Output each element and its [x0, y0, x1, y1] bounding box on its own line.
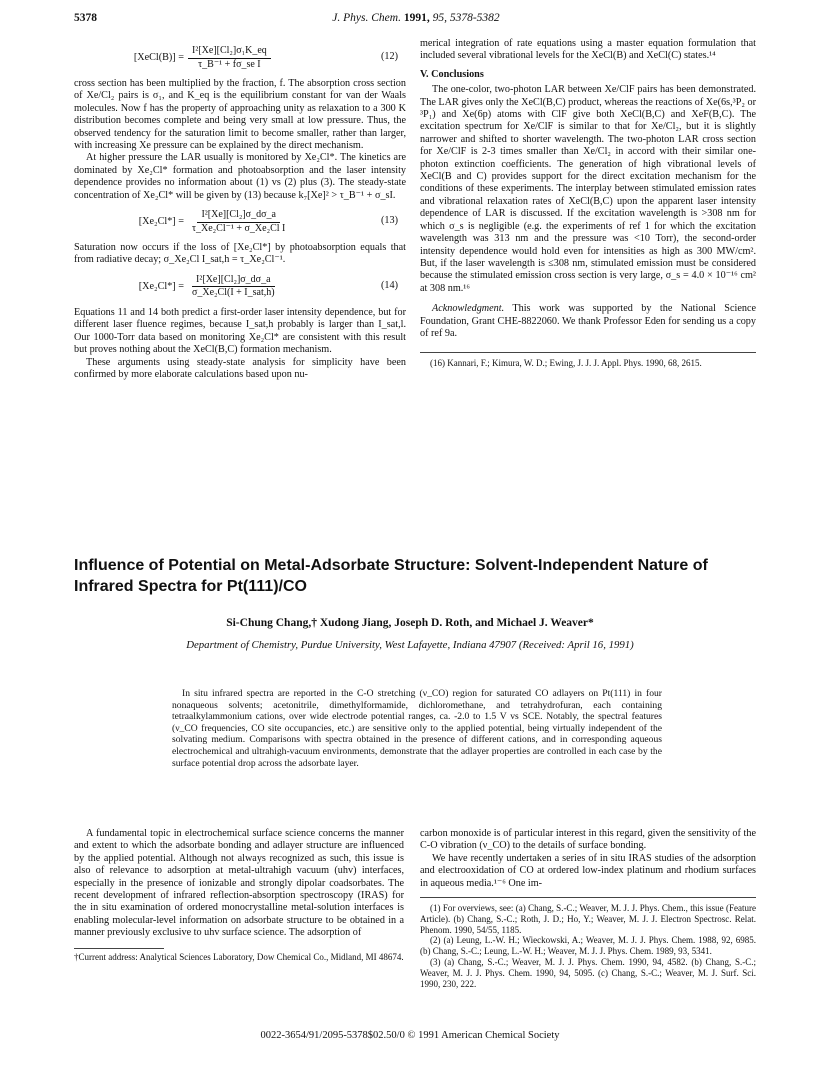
acknowledgment-text: This work was supported by the National Science Foundation, Grant CHE-8822060. We thank Professor Eden for sending us a copy of ref 9a.: [420, 303, 756, 339]
equation-number: (14): [381, 279, 398, 291]
reference-item: (3) (a) Chang, S.-C.; Weaver, M. J. J. Phys. Chem. 1990, 94, 4582. (b) Chang, S.-C.; Weaver, M. J. J. Phys. Chem. 1990, 94, 5095. (c) Chang, S.-C.; Weaver, M. J. Surf. Sci. 1990, 230, 222.: [420, 957, 756, 989]
equation-13: [74, 206, 406, 238]
equation-denominator: τ_Xe₂Cl⁻¹ + σ_Xe₂Cl I: [192, 222, 286, 234]
equation-fraction: [188, 209, 289, 235]
left-column: [74, 38, 406, 381]
page-number: 5378: [74, 12, 97, 24]
equation-denominator: σ_Xe₂Cl(I + I_sat,h): [192, 287, 275, 299]
equation-12: [74, 42, 406, 74]
equation-lhs: [Xe₂Cl*] =: [138, 280, 184, 292]
reference-divider: [420, 897, 756, 898]
article-affiliation: Department of Chemistry, Purdue University, West Lafayette, Indiana 47907 (Received: April 16, 1991): [186, 639, 634, 651]
equation-14: [74, 271, 406, 303]
equation-fraction: [188, 45, 271, 71]
reference-item: (2) (a) Leung, L.-W. H.; Wieckowski, A.; Weaver, M. J. J. Phys. Chem. 1988, 92, 6985. (b) Chang, S.-C.; Leung, L.-W. H.; Weaver, M. J. J. Phys. Chem. 1989, 93, 5341.: [420, 935, 756, 957]
body-right-column: [420, 828, 756, 989]
reference-divider: [420, 352, 756, 353]
equation-numerator: I²[Xe][Cl₂]σ_dσ_a: [192, 274, 274, 287]
article-title: Influence of Potential on Metal-Adsorbate Structure: Solvent-Independent Nature of Infrared Spectra for Pt(111)/CO: [74, 557, 708, 595]
equation-number: (13): [381, 215, 398, 227]
paragraph: The one-color, two-photon LAR between Xe/ClF pairs has been demonstrated. The LAR gives only the XeCl(B,C) product, whereas the reactions of Xe(6s,³P₂ or ³P₁) and Xe(6p) atoms with ClF give both XeCl(B,C) and XeF(B,C). The excitation spectrum for Xe/ClF is similar to that for Xe/Cl₂, but it is slightly narrower and shifted to shorter wavelength. The two-photon LAR cross section for Xe/ClF is 2-3 times smaller than Xe/Cl₂ in accord with their similar one-photon extinction coefficients. The generation of high vibrational levels of XeCl(B and C) provides support for the direct excitation mechanism for the conditions of these experiments. The interplay between stimulated emission rates and vibrational relaxation rates of XeCl(B,C) upon the apparent laser intensity dependence of LAR is discussed. If the excitation wavelength is >308 nm for which σ_s is negligible (e.g. the experiments of ref 1 for which the excitation wavelength was 313 nm and the pressure was <10 Torr), the second-order intensity dependence would hold even for intensities as high as 300 MW/cm². But, if the laser wavelength is ≤308 nm, stimulated emission must be considered because the stimulated emission cross section is very large, σ_s = 4.0 × 10⁻¹⁶ cm² at 308 nm.¹⁶: [420, 84, 756, 294]
paragraph: merical integration of rate equations using a master equation formulation that included several vibrational levels for the XeCl(B) and XeCl(C) states.¹⁴: [420, 38, 756, 62]
equation-numerator: I²[Xe][Cl₂]σ_dσ_a: [197, 209, 279, 222]
equation-fraction: [188, 274, 279, 300]
paragraph: We have recently undertaken a series of in situ IRAS studies of the adsorption and electrooxidation of CO at ordered low-index platinum and rhodium surfaces in aqueous media.¹⁻⁶ One im-: [420, 852, 756, 889]
journal-year: 1991,: [403, 12, 430, 24]
acknowledgment-label: Acknowledgment.: [432, 303, 505, 315]
paragraph: Equations 11 and 14 both predict a first-order laser intensity dependence, but for different laser fluence regimes, because I_sat,h probably is larger than I_sat,l. Our 1000-Torr data based on monitoring Xe₂Cl* are consistent with this result but proves nothing about the XeCl(B,C) formation mechanism.: [74, 306, 406, 356]
footnote: †Current address: Analytical Sciences Laboratory, Dow Chemical Co., Midland, MI 48674.: [74, 951, 404, 962]
page-header: [74, 12, 758, 30]
reference-item: (1) For overviews, see: (a) Chang, S.-C.; Weaver, M. J. J. Phys. Chem., this issue (Feature Article). (b) Chang, S.-C.; Roth, J. D.; Ho, Y.; Weaver, M. J. J. Electron Spectrosc. Relat. Phenom. 1990, 54/55, 1185.: [420, 903, 756, 935]
section-heading: V. Conclusions: [420, 68, 484, 80]
paragraph: Saturation now occurs if the loss of [Xe₂Cl*] by photoabsorption equals that from radiative decay; σ_Xe₂Cl I_sat,h = τ_Xe₂Cl⁻¹.: [74, 242, 406, 266]
body-left-column: [74, 828, 404, 962]
paragraph: A fundamental topic in electrochemical surface science concerns the manner and extent to which the adsorbate bonding and adlayer structure are influenced by the applied potential. Although not always recognized as such, this issue is also of relevance to adsorption at metal-ultrahigh vacuum (uhv) interfaces, especially in the presence of ionizable and strongly dipolar coadsorbates. The recent development of infrared reflection-absorption spectroscopy (IRAS) for the in situ examination of ordered monocrystalline metal-solution interfaces is enabling molecular-level information on adsorbate structure to be obtained in a manner previously exclusive to uhv surface science. The adsorption of: [74, 828, 404, 939]
paragraph: cross section has been multiplied by the fraction, f. The absorption cross section of Xe/Cl₂ pairs is σ₁, and K_eq is the equilibrium constant for van der Waals molecules. Now f has the property of approaching unity as relaxation to a 300 K distribution becomes complete and being very small at low pressure. Thus, the observed tendency for the saturation limit to become smaller, rather than larger, with increasing Xe pressure can be explained by the direct mechanism.: [74, 78, 406, 152]
equation-denominator: τ_B⁻¹ + fσ_se I: [198, 58, 261, 70]
right-column: [420, 38, 756, 369]
journal-volume-pages: 95, 5378-5382: [432, 12, 500, 24]
journal-name: J. Phys. Chem.: [332, 12, 401, 24]
article-abstract: [172, 688, 662, 769]
equation-lhs: [XeCl(B)] =: [133, 51, 184, 63]
equation-number: (12): [381, 51, 398, 62]
reference-item: (16) Kannari, F.; Kimura, W. D.; Ewing, J. J. J. Appl. Phys. 1990, 68, 2615.: [430, 358, 702, 369]
copyright-line: 0022-3654/91/2095-5378$02.50/0 © 1991 American Chemical Society: [260, 1030, 560, 1041]
paragraph: These arguments using steady-state analysis for simplicity have been confirmed by more elaborate calculations based upon nu-: [74, 356, 406, 380]
abstract-text: In situ infrared spectra are reported in the C-O stretching (ν_CO) region for saturated CO adlayers on Pt(111) in four nonaqueous solvents; acetonitrile, dimethylformamide, dichloromethane, and tetrahydrofuran, each containing tetraalkylammonium cations, over wide electrode potential ranges, ca. -2.0 to 1.5 V vs SCE. Notably, the spectral features (ν_CO frequencies, CO site occupancies, etc.) are sensitive only to the applied potential, being virtually independent of the solvating medium. Comparisons with spectra obtained in the presence of different cations, and in corresponding aqueous electrochemical and ultrahigh-vacuum environments, demonstrate that the adlayer properties are controlled in each case by the surface potential drop across the adsorbate layer.: [172, 688, 662, 769]
paragraph: At higher pressure the LAR usually is monitored by Xe₂Cl*. The kinetics are dominated by Xe₂Cl* formation and photoabsorption and the laser intensity dependence provides no information about (1) vs (2) plus (3). The steady-state concentration of Xe₂Cl* will be given by (13) because k₇[Xe]² > τ_B⁻¹ + σ_sI.: [74, 152, 406, 201]
acknowledgment: [420, 303, 756, 340]
journal-citation: [74, 12, 758, 24]
footnote-divider: [74, 948, 164, 949]
equation-numerator: I²[Xe][Cl₂]σ₁K_eq: [188, 45, 271, 58]
paragraph: carbon monoxide is of particular interest in this regard, given the sensitivity of the C-O vibration (ν_CO) to the details of surface bonding.: [420, 828, 756, 852]
reference-list: [420, 903, 756, 989]
article-authors: Si-Chung Chang,† Xudong Jiang, Joseph D. Roth, and Michael J. Weaver*: [226, 617, 594, 629]
equation-lhs: [Xe₂Cl*] =: [138, 215, 184, 227]
reference-list: [420, 358, 756, 369]
